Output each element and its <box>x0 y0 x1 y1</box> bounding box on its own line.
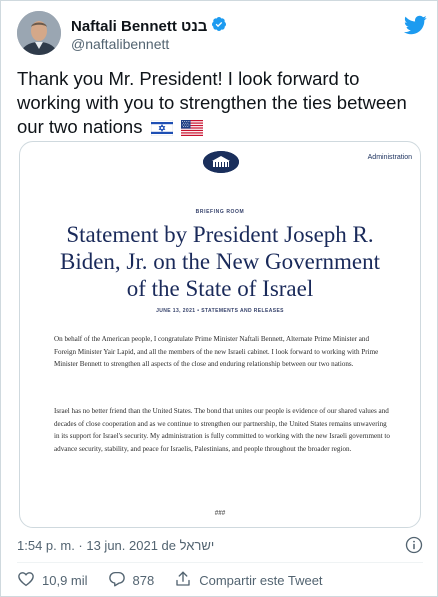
share-label: Compartir este Tweet <box>199 572 323 588</box>
avatar[interactable] <box>17 11 61 55</box>
statement-paragraph-1: On behalf of the American people, I congratulate Prime Minister Naftali Bennett, Alternate Prime Minister and Foreign Minister Yair Lapid, and all the members of the new Israeli cabinet. I look forward to working with Prime Minister Bennett to strengthen all aspects of the close and enduring relationship between our two nations. <box>54 335 379 369</box>
heart-icon <box>17 570 35 591</box>
reply-count: 878 <box>132 572 155 588</box>
author-name[interactable]: Naftali Bennett בנט <box>71 18 208 35</box>
share-button[interactable] <box>174 570 322 591</box>
statement-endmark: ### <box>214 509 226 517</box>
twitter-bird-icon[interactable] <box>403 13 427 37</box>
statement-paragraph-2: Israel has no better friend than the United States. The bond that unites our people is evidence of our shared values and decades of close cooperation and as we continue to strengthen our partnership, the United States remains unwavering in its support for Israel's security. My administration is fully committed to working with the new Israeli government to advance security, stability, and peace for Israelis, Palestinians, and people throughout the broader region. <box>54 407 390 453</box>
link-preview-card[interactable] <box>19 141 421 528</box>
statement-dateline: JUNE 13, 2021 • STATEMENTS AND RELEASES <box>156 308 284 314</box>
author-handle[interactable]: @naftalibennett <box>71 36 170 52</box>
reply-bubble-icon <box>108 570 126 591</box>
divider <box>17 562 423 563</box>
info-icon[interactable] <box>405 536 423 554</box>
statement-title: Statement by President Joseph R. Biden, Jr. on the New Government of the State of Israel <box>59 222 381 301</box>
verified-badge-icon <box>211 16 227 37</box>
reply-button[interactable] <box>108 570 155 591</box>
tweet-text <box>17 67 423 142</box>
share-upload-icon <box>174 570 192 591</box>
tweet-header <box>17 11 427 57</box>
us-flag-icon <box>181 118 203 142</box>
tweet-actions <box>17 569 343 591</box>
like-count: 10,9 mil <box>42 572 88 588</box>
israel-flag-icon <box>151 118 173 142</box>
tweet-meta <box>17 536 423 556</box>
briefing-room-label: BRIEFING ROOM <box>195 209 245 215</box>
tweet-timestamp[interactable]: 1:54 p. m. · 13 jun. 2021 de ישראל <box>17 538 215 553</box>
white-house-seal-icon <box>203 151 239 173</box>
like-button[interactable] <box>17 570 88 591</box>
tweet-body: Thank you Mr. President! I look forward to working with you to strengthen the ties between our two nations <box>17 68 407 137</box>
administration-label: Administration <box>367 154 412 161</box>
